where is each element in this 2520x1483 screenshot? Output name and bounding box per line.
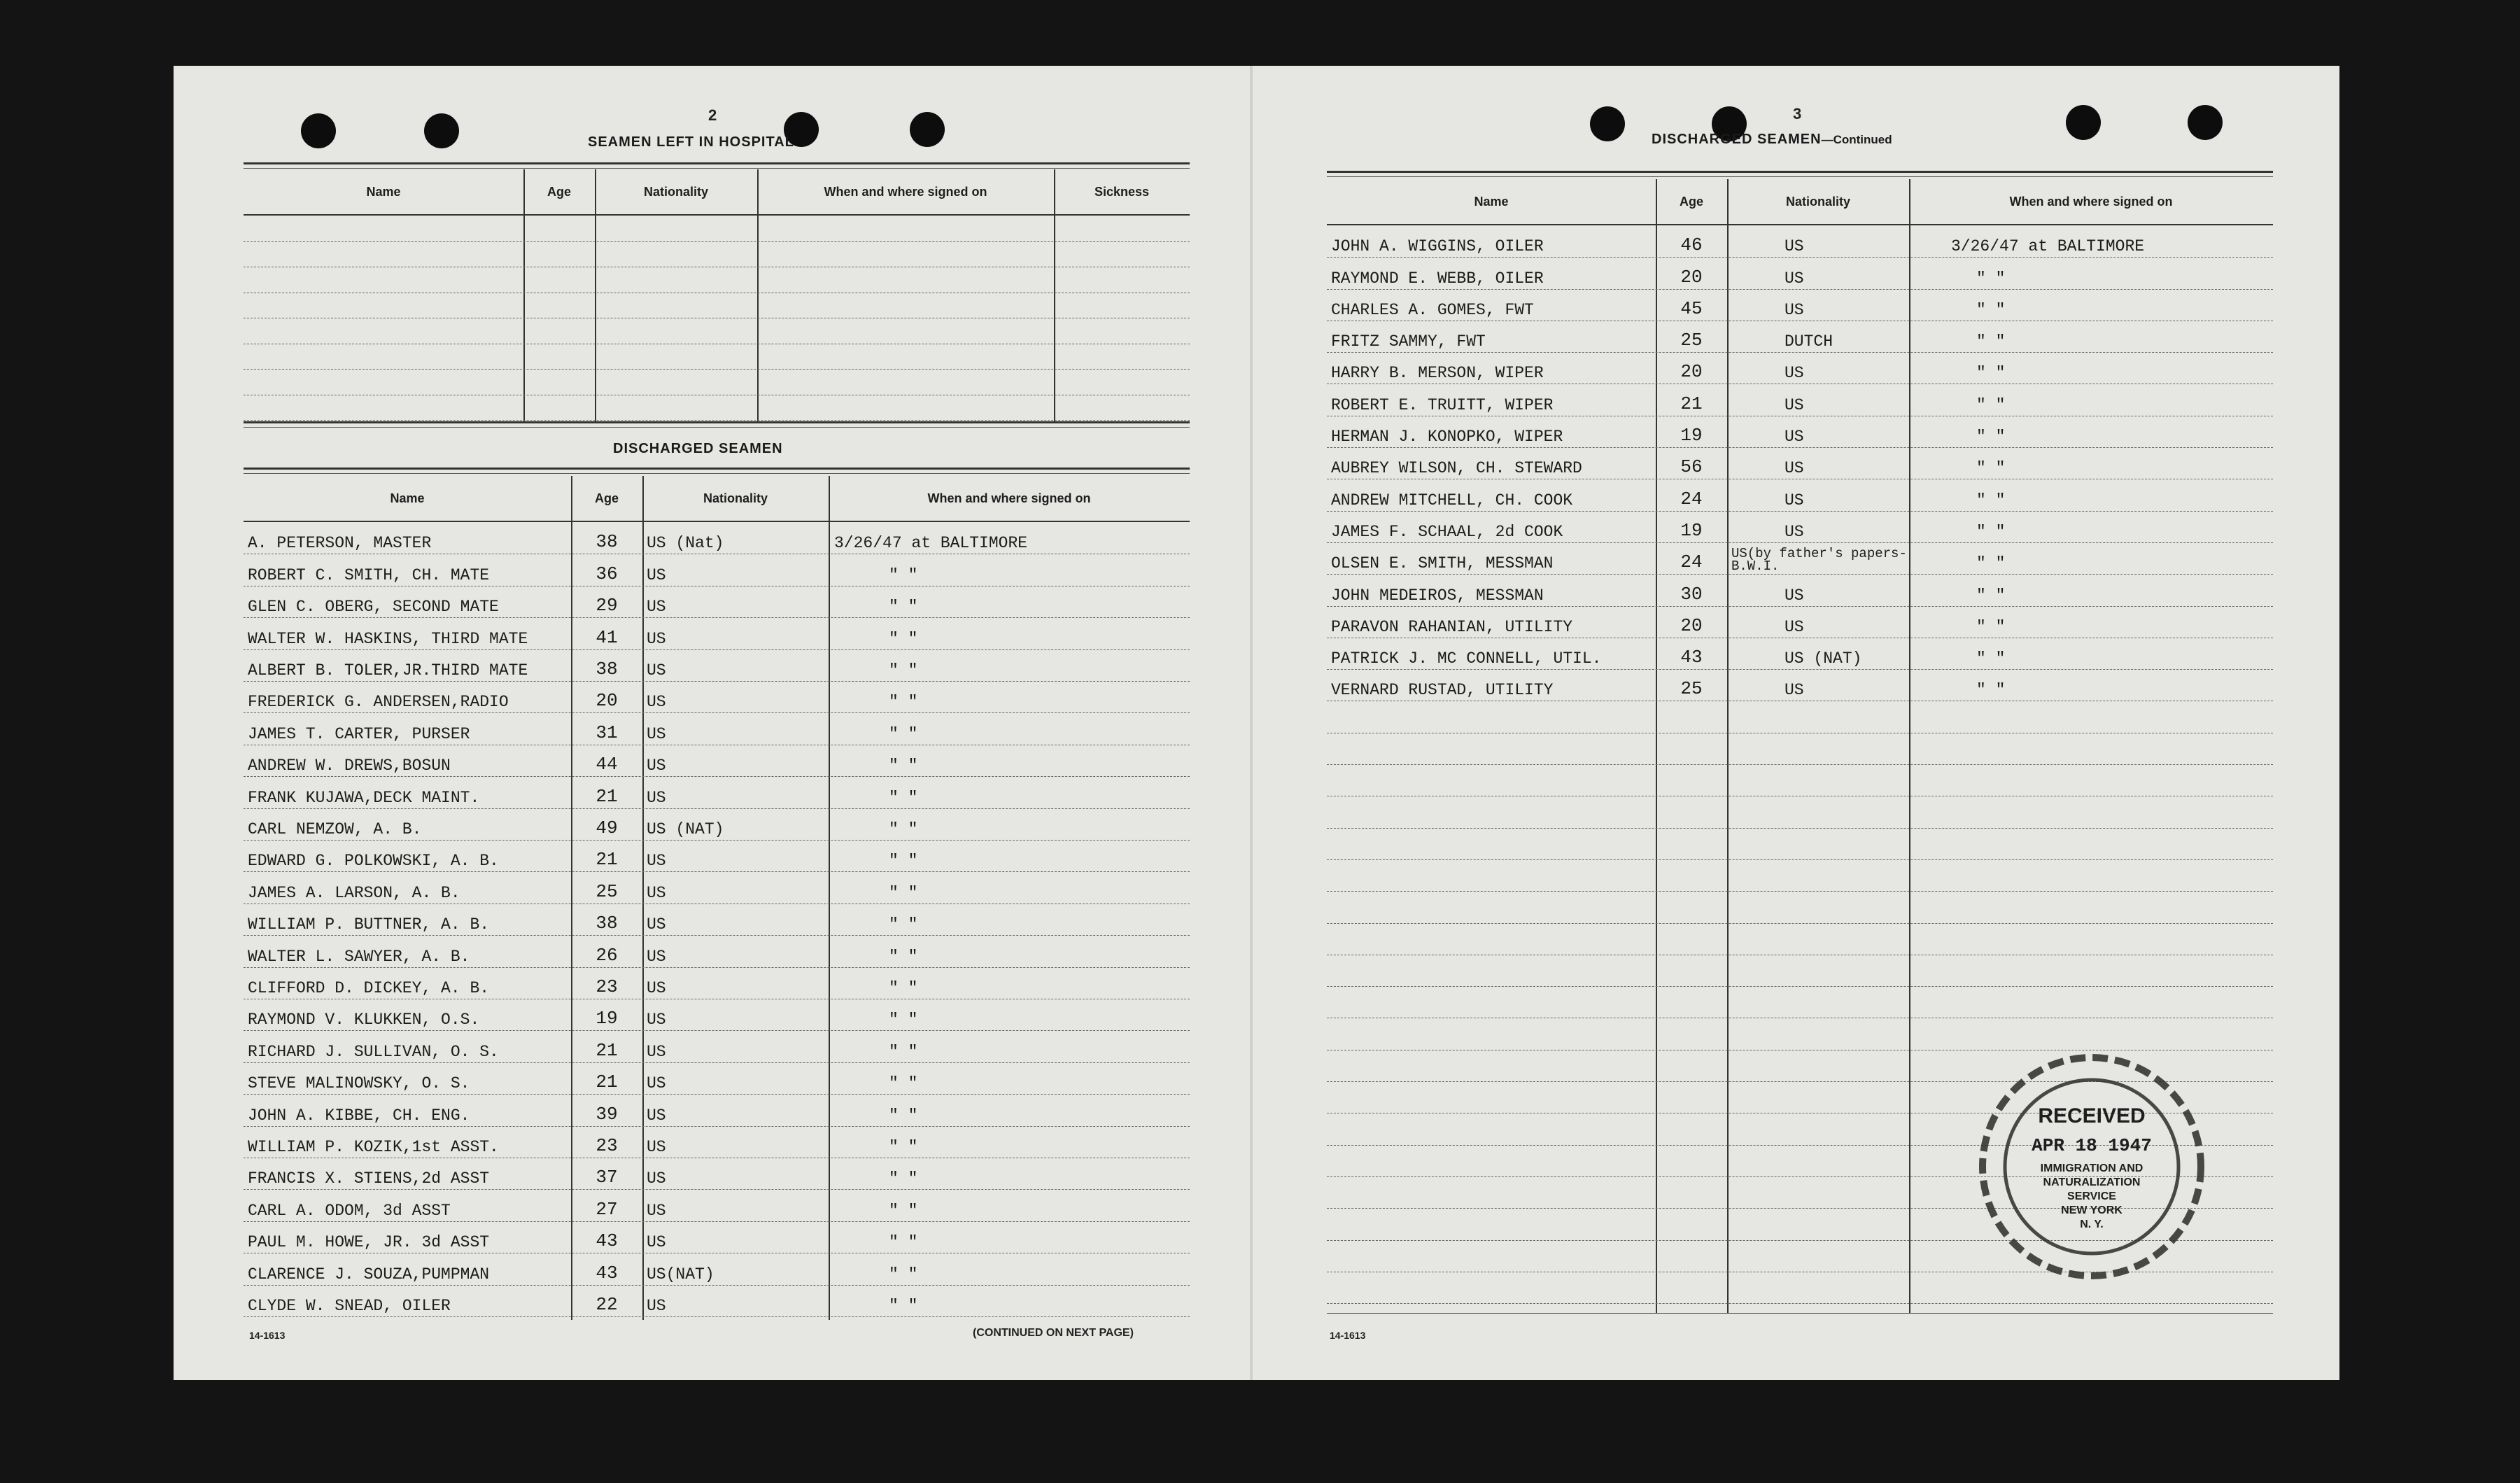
seaman-name: RAYMOND V. KLUKKEN, O.S. <box>248 1011 480 1029</box>
seaman-name: EDWARD G. POLKOWSKI, A. B. <box>248 852 499 871</box>
seaman-age: 30 <box>1680 583 1703 605</box>
table-row <box>1327 828 2273 860</box>
stamp-date: APR 18 1947 <box>2032 1135 2152 1156</box>
seaman-nationality: US <box>647 724 666 743</box>
seaman-age: 31 <box>596 722 618 743</box>
seaman-name: ROBERT E. TRUITT, WIPER <box>1331 395 1554 414</box>
signed-on: " " <box>889 947 918 966</box>
divider <box>244 162 1190 164</box>
signed-on: " " <box>1976 617 2006 636</box>
seaman-name: PAUL M. HOWE, JR. 3d ASST <box>248 1233 490 1252</box>
seaman-name: PARAVON RAHANIAN, UTILITY <box>1331 617 1573 636</box>
divider <box>244 421 1190 423</box>
punch-hole-icon <box>1590 106 1625 141</box>
seaman-age: 56 <box>1680 456 1703 478</box>
signed-on: " " <box>889 1169 918 1188</box>
seaman-age: 22 <box>596 1293 618 1315</box>
signed-on: " " <box>889 1011 918 1029</box>
signed-on: " " <box>889 724 918 743</box>
table-row <box>244 1221 1190 1253</box>
seaman-name: CLARENCE J. SOUZA,PUMPMAN <box>248 1265 490 1284</box>
signed-on: " " <box>1976 681 2006 700</box>
table-row <box>1327 542 2273 575</box>
seaman-age: 43 <box>596 1230 618 1252</box>
signed-on: " " <box>1976 586 2006 605</box>
table-row <box>244 293 1190 319</box>
seaman-age: 21 <box>1680 393 1703 414</box>
seaman-nationality: US <box>647 661 666 680</box>
column-header: Age <box>1679 194 1703 209</box>
page-number: 2 <box>708 106 717 124</box>
signed-on: " " <box>889 915 918 934</box>
seaman-name: HARRY B. MERSON, WIPER <box>1331 364 1544 383</box>
seaman-nationality: US <box>647 598 666 617</box>
seaman-nationality: US <box>1785 364 1804 383</box>
seaman-age: 21 <box>596 849 618 871</box>
seaman-nationality: US <box>1785 522 1804 541</box>
table-row <box>244 318 1190 344</box>
column-header: Age <box>547 184 571 199</box>
seaman-name: CLYDE W. SNEAD, OILER <box>248 1296 451 1315</box>
table-row <box>244 1285 1190 1317</box>
seaman-age: 25 <box>1680 330 1703 351</box>
table-row <box>1327 701 2273 733</box>
seaman-nationality: US <box>1785 617 1804 636</box>
seaman-nationality: US <box>647 1296 666 1315</box>
table-row <box>1327 1018 2273 1050</box>
seaman-age: 25 <box>596 880 618 902</box>
seaman-age: 20 <box>1680 361 1703 383</box>
seaman-age: 27 <box>596 1198 618 1220</box>
seaman-age: 41 <box>596 626 618 648</box>
column-header: Name <box>390 491 425 505</box>
seaman-nationality: US <box>647 1042 666 1061</box>
seaman-nationality: US <box>647 693 666 712</box>
table-row <box>1327 986 2273 1018</box>
divider <box>244 468 1190 470</box>
divider <box>244 473 1190 474</box>
seaman-nationality: US <box>1785 300 1804 319</box>
column-header: When and where signed on <box>2009 194 2173 209</box>
seaman-name: CLIFFORD D. DICKEY, A. B. <box>248 978 490 997</box>
stamp-line: NATURALIZATION <box>2043 1176 2141 1188</box>
seaman-name: HERMAN J. KONOPKO, WIPER <box>1331 428 1563 447</box>
seaman-age: 43 <box>596 1262 618 1284</box>
hospital-section-title: SEAMEN LEFT IN HOSPITAL <box>588 134 794 150</box>
table-row <box>244 344 1190 370</box>
divider <box>244 427 1190 428</box>
table-row <box>1327 764 2273 796</box>
stamp-line: IMMIGRATION AND <box>2040 1162 2144 1174</box>
table-row <box>244 1062 1190 1095</box>
column-header: Name <box>1474 194 1509 209</box>
table-row <box>1327 225 2273 258</box>
seaman-name: ANDREW MITCHELL, CH. COOK <box>1331 491 1573 509</box>
seaman-name: STEVE MALINOWSKY, O. S. <box>248 1074 470 1093</box>
signed-on: " " <box>889 598 918 617</box>
table-row <box>244 1030 1190 1062</box>
page-number: 3 <box>1793 105 1802 122</box>
signed-on: " " <box>889 978 918 997</box>
seaman-nationality: US <box>1785 428 1804 447</box>
seaman-nationality: US <box>1785 237 1804 256</box>
discharged-section-title: DISCHARGED SEAMEN <box>613 441 783 456</box>
seaman-name: WILLIAM P. BUTTNER, A. B. <box>248 915 490 934</box>
continued-note: (CONTINUED ON NEXT PAGE) <box>973 1327 1134 1339</box>
seaman-nationality: US <box>647 978 666 997</box>
signed-on: " " <box>1976 522 2006 541</box>
signed-on: " " <box>1976 395 2006 414</box>
divider <box>1327 1313 2273 1314</box>
seaman-nationality: US <box>647 788 666 807</box>
table-row <box>244 1253 1190 1285</box>
signed-on: " " <box>1976 269 2006 288</box>
column-header: Age <box>594 491 619 505</box>
seaman-nationality: US <box>647 757 666 775</box>
seaman-age: 37 <box>596 1167 618 1188</box>
divider <box>1327 171 2273 173</box>
table-row <box>244 267 1190 293</box>
seaman-age: 46 <box>1680 234 1703 256</box>
seaman-name: RICHARD J. SULLIVAN, O. S. <box>248 1042 499 1061</box>
seaman-age: 19 <box>596 1008 618 1029</box>
seaman-age: 21 <box>596 1071 618 1093</box>
signed-on: " " <box>1976 332 2006 351</box>
seaman-age: 21 <box>596 785 618 807</box>
seaman-name: FRANK KUJAWA,DECK MAINT. <box>248 788 480 807</box>
seaman-name: WILLIAM P. KOZIK,1st ASST. <box>248 1137 499 1156</box>
seaman-nationality: US <box>647 1011 666 1029</box>
section-title-suffix: —Continued <box>1821 133 1892 146</box>
signed-on: " " <box>1976 428 2006 447</box>
seaman-age: 38 <box>596 913 618 934</box>
table-row <box>244 241 1190 268</box>
table-row <box>1327 733 2273 765</box>
seaman-name: VERNARD RUSTAD, UTILITY <box>1331 681 1554 700</box>
seaman-nationality: US <box>1785 586 1804 605</box>
signed-on: " " <box>889 1042 918 1061</box>
seaman-name: OLSEN E. SMITH, MESSMAN <box>1331 554 1554 573</box>
divider <box>1327 176 2273 177</box>
table-row <box>1327 447 2273 479</box>
column-header: When and where signed on <box>927 491 1091 505</box>
seaman-nationality: US <box>647 1106 666 1125</box>
table-row <box>1327 796 2273 828</box>
punch-hole-icon <box>910 112 945 147</box>
table-row <box>1327 479 2273 511</box>
table-row <box>1327 606 2273 638</box>
seaman-nationality: US <box>1785 459 1804 478</box>
column-header: Sickness <box>1094 184 1150 199</box>
seaman-age: 23 <box>596 1134 618 1156</box>
seaman-name: ANDREW W. DREWS,BOSUN <box>248 757 451 775</box>
table-row <box>1327 257 2273 289</box>
table-row <box>1327 923 2273 955</box>
seaman-nationality: US <box>647 883 666 902</box>
page-fold <box>1250 66 1253 1380</box>
seaman-age: 44 <box>596 754 618 775</box>
table-row <box>1327 638 2273 670</box>
column-header: Name <box>366 184 401 199</box>
table-row <box>244 808 1190 841</box>
table-row <box>244 871 1190 904</box>
seaman-nationality: US <box>647 1169 666 1188</box>
stamp-line: NEW YORK <box>2061 1204 2123 1216</box>
table-row <box>244 776 1190 808</box>
signed-on: " " <box>889 1106 918 1125</box>
signed-on: " " <box>1976 364 2006 383</box>
discharged-table <box>244 476 1190 1320</box>
table-row <box>244 681 1190 713</box>
seaman-age: 36 <box>596 563 618 584</box>
seaman-name: CARL NEMZOW, A. B. <box>248 820 422 838</box>
table-row <box>244 935 1190 967</box>
seaman-age: 29 <box>596 595 618 617</box>
seaman-name: ALBERT B. TOLER,JR.THIRD MATE <box>248 661 528 680</box>
seaman-name: FRANCIS X. STIENS,2d ASST <box>248 1169 490 1188</box>
seaman-name: WALTER L. SAWYER, A. B. <box>248 947 470 966</box>
seaman-nationality: US <box>647 1137 666 1156</box>
signed-on: " " <box>889 1074 918 1093</box>
seaman-name: ROBERT C. SMITH, CH. MATE <box>248 565 490 584</box>
signed-on: " " <box>889 1233 918 1252</box>
table-row <box>244 369 1190 395</box>
signed-on: " " <box>889 1296 918 1315</box>
seaman-age: 23 <box>596 976 618 997</box>
table-row <box>1327 891 2273 923</box>
seaman-nationality: US <box>647 852 666 871</box>
punch-hole-icon <box>424 113 459 148</box>
seaman-name: JAMES A. LARSON, A. B. <box>248 883 460 902</box>
seaman-nationality: US <box>647 1074 666 1093</box>
seaman-name: JOHN A. WIGGINS, OILER <box>1331 237 1544 256</box>
section-title <box>1652 132 1892 148</box>
table-row <box>244 745 1190 777</box>
seaman-age: 20 <box>1680 614 1703 636</box>
seaman-name: JOHN MEDEIROS, MESSMAN <box>1331 586 1544 605</box>
table-row <box>244 999 1190 1031</box>
signed-on: 3/26/47 at BALTIMORE <box>834 534 1028 553</box>
table-row <box>1327 321 2273 353</box>
seaman-age: 24 <box>1680 488 1703 509</box>
form-number: 14-1613 <box>249 1330 286 1341</box>
seaman-age: 43 <box>1680 647 1703 668</box>
signed-on: " " <box>1976 554 2006 573</box>
seaman-name: FREDERICK G. ANDERSEN,RADIO <box>248 693 509 712</box>
seaman-nationality: US <box>1785 681 1804 700</box>
seaman-name: PATRICK J. MC CONNELL, UTIL. <box>1331 649 1602 668</box>
seaman-nationality: US <box>647 1201 666 1220</box>
signed-on: " " <box>1976 300 2006 319</box>
column-header: Nationality <box>703 491 768 505</box>
stamp-received: RECEIVED <box>2038 1104 2146 1127</box>
seaman-nationality: US <box>647 565 666 584</box>
stamp-line: N. Y. <box>2080 1218 2104 1230</box>
seaman-age: 19 <box>1680 519 1703 541</box>
table-row <box>1327 511 2273 543</box>
seaman-age: 38 <box>596 658 618 680</box>
table-row <box>1327 289 2273 321</box>
signed-on: " " <box>1976 459 2006 478</box>
seaman-nationality: US <box>1785 269 1804 288</box>
signed-on: " " <box>1976 491 2006 509</box>
seaman-name: A. PETERSON, MASTER <box>248 534 432 553</box>
table-row <box>244 586 1190 618</box>
signed-on: " " <box>889 693 918 712</box>
table-row <box>244 712 1190 745</box>
table-row <box>1327 416 2273 448</box>
seaman-name: FRITZ SAMMY, FWT <box>1331 332 1486 351</box>
hospital-table <box>244 169 1190 421</box>
seaman-nationality: US <box>647 915 666 934</box>
seaman-age: 39 <box>596 1103 618 1125</box>
column-header: When and where signed on <box>824 184 987 199</box>
seaman-age: 45 <box>1680 297 1703 319</box>
table-row <box>244 649 1190 682</box>
seaman-nationality: US <box>1785 395 1804 414</box>
table-row <box>244 522 1190 554</box>
seaman-name: AUBREY WILSON, CH. STEWARD <box>1331 459 1582 478</box>
signed-on: 3/26/47 at BALTIMORE <box>1951 237 2145 256</box>
signed-on: " " <box>889 820 918 838</box>
signed-on: " " <box>889 852 918 871</box>
seaman-nationality: US (NAT) <box>1785 649 1862 668</box>
column-header: Nationality <box>1785 194 1850 209</box>
seaman-name: RAYMOND E. WEBB, OILER <box>1331 269 1544 288</box>
seaman-age: 19 <box>1680 425 1703 447</box>
table-row <box>244 554 1190 586</box>
seaman-nationality: US <box>647 629 666 648</box>
seaman-name: GLEN C. OBERG, SECOND MATE <box>248 598 499 617</box>
stamp-line: SERVICE <box>2067 1190 2116 1202</box>
seaman-name: JAMES T. CARTER, PURSER <box>248 724 470 743</box>
table-row <box>244 1158 1190 1190</box>
table-row <box>1327 955 2273 987</box>
table-row <box>1327 352 2273 384</box>
seaman-age: 21 <box>596 1039 618 1061</box>
seaman-age: 38 <box>596 531 618 553</box>
punch-hole-icon <box>2188 105 2223 140</box>
seaman-age: 25 <box>1680 678 1703 700</box>
table-row <box>1327 384 2273 416</box>
form-number: 14-1613 <box>1330 1330 1366 1341</box>
seaman-age: 20 <box>1680 266 1703 288</box>
table-row <box>1327 859 2273 892</box>
seaman-name: CARL A. ODOM, 3d ASST <box>248 1201 451 1220</box>
divider <box>244 168 1190 169</box>
seaman-nationality: US (Nat) <box>647 534 724 553</box>
seaman-name: CHARLES A. GOMES, FWT <box>1331 300 1534 319</box>
signed-on: " " <box>889 1137 918 1156</box>
table-row <box>244 967 1190 999</box>
signed-on: " " <box>889 565 918 584</box>
table-row <box>244 395 1190 421</box>
signed-on: " " <box>889 1265 918 1284</box>
seaman-age: 24 <box>1680 551 1703 573</box>
seaman-name: JOHN A. KIBBE, CH. ENG. <box>248 1106 470 1125</box>
seaman-nationality: US(NAT) <box>647 1265 715 1284</box>
table-row <box>244 904 1190 936</box>
seaman-nationality: US (NAT) <box>647 820 724 838</box>
seaman-nationality: DUTCH <box>1785 332 1833 351</box>
received-stamp <box>1978 1053 2206 1281</box>
seaman-age: 26 <box>596 944 618 966</box>
seaman-nationality: US <box>647 1233 666 1252</box>
column-header: Nationality <box>643 184 708 199</box>
table-row <box>244 1126 1190 1158</box>
signed-on: " " <box>1976 649 2006 668</box>
table-row <box>244 617 1190 649</box>
seaman-nationality: US <box>1785 491 1804 509</box>
seaman-age: 49 <box>596 817 618 838</box>
seaman-nationality: US <box>647 947 666 966</box>
signed-on: " " <box>889 661 918 680</box>
signed-on: " " <box>889 883 918 902</box>
table-row <box>244 840 1190 872</box>
section-title-main: DISCHARGED SEAMEN <box>1652 132 1822 147</box>
punch-hole-icon <box>301 113 336 148</box>
table-row <box>1327 669 2273 701</box>
table-row <box>244 1189 1190 1221</box>
table-row <box>244 216 1190 242</box>
seaman-age: 20 <box>596 690 618 712</box>
table-row <box>1327 574 2273 606</box>
signed-on: " " <box>889 788 918 807</box>
seaman-name: JAMES F. SCHAAL, 2d COOK <box>1331 522 1563 541</box>
seaman-name: WALTER W. HASKINS, THIRD MATE <box>248 629 528 648</box>
table-row <box>244 1094 1190 1126</box>
signed-on: " " <box>889 757 918 775</box>
signed-on: " " <box>889 629 918 648</box>
punch-hole-icon <box>2066 105 2101 140</box>
signed-on: " " <box>889 1201 918 1220</box>
seaman-nationality: US(by father's papers-B.W.I. <box>1731 546 1907 575</box>
